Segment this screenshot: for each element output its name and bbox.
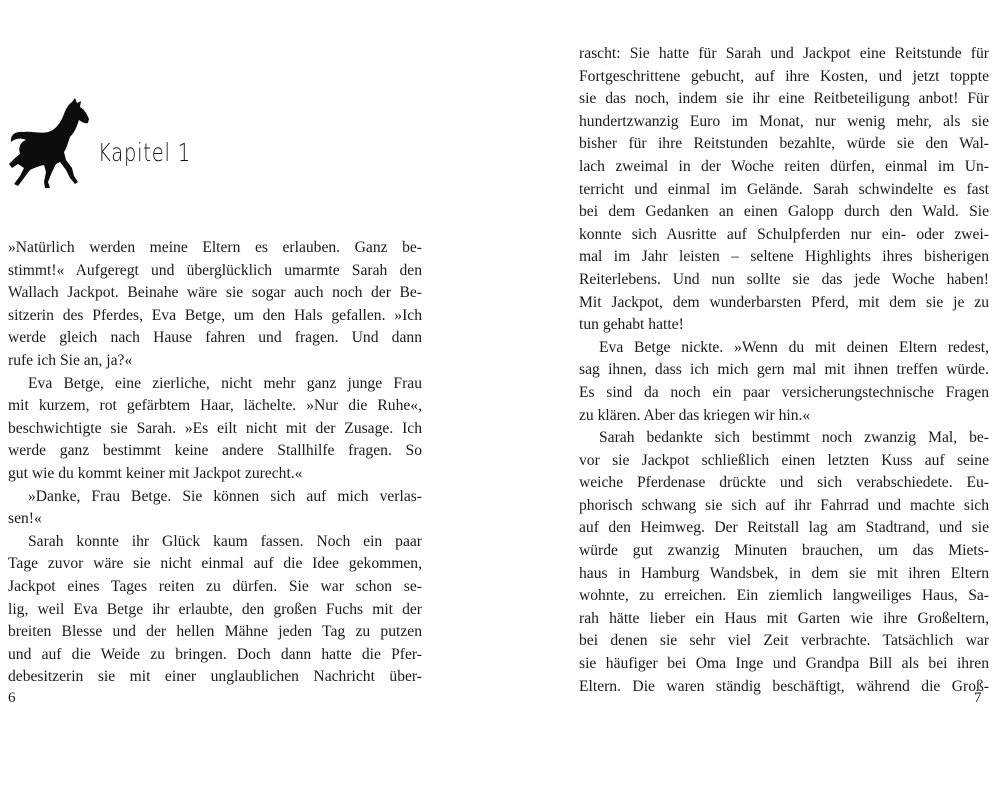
- text-line: sie das noch, indem sie ihr eine Reitbeteiligung anbot! Für: [579, 90, 989, 108]
- page-number-right: 7: [974, 690, 982, 706]
- text-line: gut wie du kommt keiner mit Jackpot zurecht.«: [8, 464, 303, 482]
- text-line: Mit Jackpot, dem wunderbarsten Pferd, mit dem sie je zu: [579, 293, 989, 311]
- text-line: Sarah konnte ihr Glück kaum fassen. Noch ein paar: [28, 532, 422, 550]
- text-line: Es sind da noch ein paar versicherungstechnische Fragen: [579, 383, 989, 401]
- text-line: sitzerin des Pferdes, Eva Betge, um den Hals gefallen. »Ich: [8, 306, 422, 324]
- text-line: sie häufiger bei Oma Inge und Grandpa Bill als bei ihren: [579, 655, 989, 673]
- text-line: würde gut zwanzig Minuten brauchen, um das Miets-: [579, 542, 989, 560]
- text-line: »Natürlich werden meine Eltern es erlauben. Ganz be-: [8, 239, 422, 256]
- text-line: tun gehabt hatte!: [579, 316, 684, 334]
- text-line: stimmt!« Aufgeregt und überglücklich umarmte Sarah den: [8, 261, 422, 279]
- horse-silhouette-icon: [8, 98, 90, 190]
- text-line: phorisch schwang sie sich auf ihr Fahrrad und machte sich: [579, 496, 989, 514]
- text-line: sag ihnen, dass ich mich gern mal mit ihnen treffen würde.: [579, 361, 989, 379]
- text-line: Fortgeschrittene gebucht, auf ihre Kosten, und jetzt toppte: [579, 67, 989, 85]
- text-line: Tage zuvor wäre sie nicht einmal auf die Idee gekommen,: [8, 555, 422, 573]
- text-line: werde ganz bestimmt keine andere Stallhilfe fragen. So: [8, 442, 422, 460]
- text-line: haus in Hamburg Wandsbek, in dem sie mit ihren Eltern: [579, 564, 989, 582]
- text-line: lig, weil Eva Betge ihr erlaubte, den großen Fuchs mit der: [8, 600, 422, 618]
- text-line: und auf die Weide zu bringen. Doch dann hatte die Pfer-: [8, 645, 422, 663]
- text-line: beschwichtigte sie Sarah. »Es eilt nicht mit der Zusage. Ich: [8, 419, 422, 437]
- chapter-title: Kapitel 1: [98, 138, 191, 167]
- text-line: hundertzwanzig Euro im Monat, nur wenig mehr, als sie: [579, 112, 989, 130]
- text-line: rascht: Sie hatte für Sarah und Jackpot eine Reitstunde für: [579, 45, 989, 62]
- text-line: Jackpot eines Tages reiten zu dürfen. Sie war schon se-: [8, 577, 422, 595]
- text-line: konnte sich Ausritte auf Schulpferden nur ein- oder zwei-: [579, 225, 989, 243]
- text-line: werde gleich nach Hause fahren und fragen. Und dann: [8, 329, 422, 347]
- text-line: Eva Betge nickte. »Wenn du mit deinen Eltern redest,: [599, 338, 989, 356]
- right-page-body: [579, 43, 989, 698]
- text-line: rah hätte lieber ein Haus mit Garten wie ihre Großeltern,: [579, 609, 989, 627]
- text-line: Sarah bedankte sich bestimmt noch zwanzig Mal, be-: [599, 429, 989, 447]
- text-line: wohnte, zu erreichen. Ein ziemlich langweiliges Haus, Sa-: [579, 587, 989, 605]
- text-line: sen!«: [8, 510, 42, 528]
- text-line: bei denen sie sehr viel Zeit verbrachte. Tatsächlich war: [579, 632, 989, 650]
- chapter-heading: [8, 98, 308, 193]
- text-line: Eltern. Die waren ständig beschäftigt, während die Groß-: [579, 677, 989, 695]
- text-line: bei dem Gedanken an einen Galopp durch den Wald. Sie: [579, 203, 989, 221]
- text-line: Reiterlebens. Und nun sollte sie das jede Woche haben!: [579, 270, 989, 288]
- text-line: »Danke, Frau Betge. Sie können sich auf mich verlas-: [28, 487, 422, 505]
- text-line: Wallach Jackpot. Beinahe wäre sie sogar auch noch der Be-: [8, 284, 422, 302]
- text-line: breiten Blesse und der hellen Mähne jeden Tag zu putzen: [8, 623, 422, 641]
- text-line: Eva Betge, eine zierliche, nicht mehr ganz junge Frau: [28, 374, 422, 392]
- text-line: bisher für ihre Reitstunden bezahlte, würde sie den Wal-: [579, 135, 989, 153]
- text-line: auf den Heimweg. Der Reitstall lag am Stadtrand, und sie: [579, 519, 989, 537]
- text-line: rufe ich Sie an, ja?«: [8, 351, 133, 369]
- text-line: lach zweimal in der Woche reiten dürfen, einmal im Un-: [579, 157, 989, 175]
- text-line: weiche Pferdenase drückte und sich verabschiedete. Eu-: [579, 474, 989, 492]
- text-line: debesitzerin sie mit einer unglaublichen Nachricht über-: [8, 668, 422, 686]
- right-page: [500, 0, 1000, 800]
- text-line: vor sie Jackpot schließlich einen letzten Kuss auf seine: [579, 451, 989, 469]
- text-line: zu klären. Aber das kriegen wir hin.«: [579, 406, 811, 424]
- text-line: mal im Jahr leisten – seltene Highlights ihres bisherigen: [579, 248, 989, 266]
- left-page-body: [8, 237, 422, 689]
- text-line: mit kurzem, rot gefärbtem Haar, lächelte. »Nur die Ruhe«,: [8, 397, 422, 415]
- page-number-left: 6: [8, 690, 16, 706]
- text-line: terricht und einmal im Gelände. Sarah schwindelte es fast: [579, 180, 989, 198]
